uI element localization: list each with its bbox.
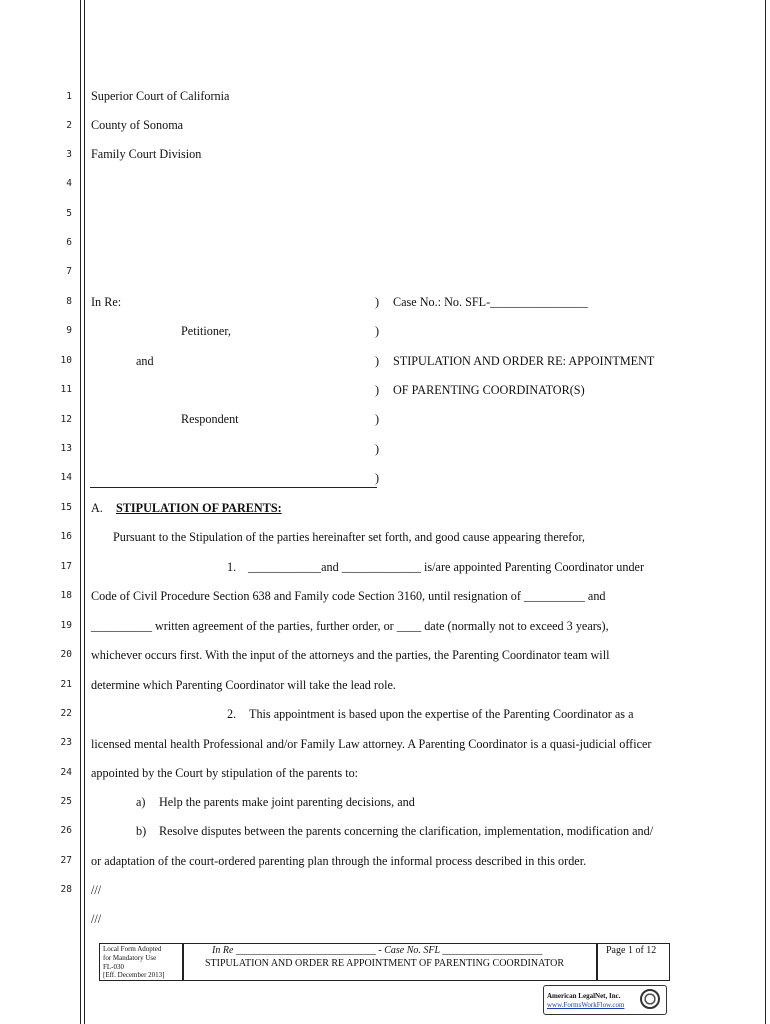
footer-local-form-text: FL-030 [103, 963, 124, 971]
caption-paren: ) [375, 324, 380, 338]
caption-paren: ) [375, 471, 380, 485]
document-title-line2: OF PARENTING COORDINATOR(S) [393, 383, 585, 397]
caption-paren: ) [375, 295, 380, 309]
line-number: 20 [60, 649, 72, 660]
paragraph-2-line: or adaptation of the court-ordered parenting plan through the informal process described in this order. [91, 854, 587, 868]
pursuant-paragraph: Pursuant to the Stipulation of the parties hereinafter set forth, and good cause appearing therefor, [113, 530, 585, 544]
line-number: 16 [60, 531, 72, 542]
left-margin-rule-outer [80, 0, 81, 1024]
left-margin-rule-inner [84, 0, 85, 1024]
line-number: 17 [60, 561, 72, 572]
footer-local-form-text: [Eff. December 2013] [103, 971, 165, 979]
line-number: 6 [66, 237, 72, 248]
line-number: 21 [60, 679, 72, 690]
line-number: 26 [60, 825, 72, 836]
caption-paren: ) [375, 383, 380, 397]
continuation-slashes: /// [91, 883, 102, 897]
line-number: 4 [66, 178, 72, 189]
paragraph-1-line: __________ written agreement of the parties, further order, or ____ date (normally not to exceed 3 years), [91, 619, 609, 633]
vendor-logo-icon [640, 989, 660, 1009]
line-number: 11 [60, 384, 72, 395]
caption-in-re: In Re: [91, 295, 122, 309]
paragraph-2-number: 2. [227, 707, 237, 721]
court-name: Superior Court of California [91, 89, 230, 103]
footer-local-form-text: Local Form Adopted [103, 945, 162, 953]
line-number: 13 [60, 443, 72, 454]
caption-respondent: Respondent [181, 412, 239, 426]
vendor-url-link[interactable]: www.FormsWorkFlow.com [547, 1001, 625, 1009]
line-number: 15 [60, 502, 72, 513]
line-number: 2 [66, 120, 72, 131]
paragraph-2-line: This appointment is based upon the expertise of the Parenting Coordinator as a [249, 707, 634, 721]
line-number: 8 [66, 296, 72, 307]
line-number: 9 [66, 325, 72, 336]
paragraph-2-line: appointed by the Court by stipulation of the parents to: [91, 766, 359, 780]
document-title-line1: STIPULATION AND ORDER RE: APPOINTMENT [393, 354, 655, 368]
paragraph-1-line: Code of Civil Procedure Section 638 and Family code Section 3160, until resignation of __________ and [91, 589, 606, 603]
paragraph-1-number: 1. [227, 560, 237, 574]
line-number: 25 [60, 796, 72, 807]
caption-underline [90, 487, 377, 488]
line-number: 22 [60, 708, 72, 719]
line-number: 19 [60, 620, 72, 631]
line-number: 18 [60, 590, 72, 601]
footer-in-re-line: In Re ____________________________ - Case No. SFL ____________________ [212, 945, 543, 956]
line-number: 23 [60, 737, 72, 748]
line-number: 27 [60, 855, 72, 866]
caption-paren: ) [375, 442, 380, 456]
line-number: 14 [60, 472, 72, 483]
line-number: 7 [66, 266, 72, 277]
page-number: Page 1 of 12 [606, 945, 657, 956]
line-number: 28 [60, 884, 72, 895]
line-number: 10 [60, 355, 72, 366]
item-b-label: b) [136, 824, 147, 838]
caption-petitioner: Petitioner, [181, 324, 231, 338]
caption-paren: ) [375, 354, 380, 368]
item-a-text: Help the parents make joint parenting decisions, and [159, 795, 415, 809]
line-number: 3 [66, 149, 72, 160]
line-number: 12 [60, 414, 72, 425]
case-number: Case No.: No. SFL-________________ [393, 295, 588, 309]
continuation-slashes: /// [91, 912, 102, 926]
right-margin-rule [765, 0, 766, 1024]
caption-and: and [136, 354, 154, 368]
paragraph-1-line: whichever occurs first. With the input of the attorneys and the parties, the Parenting Coordinator team will [91, 648, 610, 662]
item-b-text: Resolve disputes between the parents concerning the clarification, implementation, modification and/ [159, 824, 654, 838]
caption-paren: ) [375, 412, 380, 426]
vendor-name: American LegalNet, Inc. [547, 992, 621, 1000]
paragraph-2-line: licensed mental health Professional and/or Family Law attorney. A Parenting Coordinator is a quasi-judicial officer [91, 737, 652, 751]
line-number: 24 [60, 767, 72, 778]
footer-local-form-text: for Mandatory Use [103, 954, 157, 962]
paragraph-1-line: ____________and _____________ is/are appointed Parenting Coordinator under [248, 560, 645, 574]
section-a-letter: A. [91, 501, 103, 515]
line-number: 5 [66, 208, 72, 219]
line-number: 1 [66, 91, 72, 102]
court-division: Family Court Division [91, 147, 202, 161]
paragraph-1-line: determine which Parenting Coordinator will take the lead role. [91, 678, 396, 692]
item-a-label: a) [136, 795, 146, 809]
section-a-title: STIPULATION OF PARENTS: [116, 501, 282, 515]
court-county: County of Sonoma [91, 118, 184, 132]
footer-document-title: STIPULATION AND ORDER RE APPOINTMENT OF PARENTING COORDINATOR [205, 958, 565, 969]
